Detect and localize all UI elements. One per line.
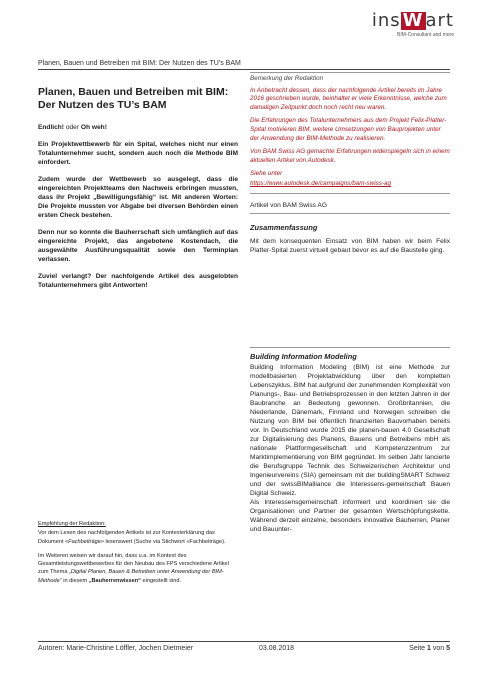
editor-recommendation — [38, 520, 238, 591]
running-header: Planen, Bauen und Betreiben mit BIM: Der Nutzen des TU’s BAM — [38, 60, 241, 67]
autodesk-link[interactable]: https://www.autodesk.de/campaigns/bam-swiss-ag — [250, 179, 392, 187]
logo-text-start: ins — [371, 10, 401, 31]
editor-note-paragraph-2: Die Erfahrungen des Totalunternehmers aus dem Projekt Felix-Platter-Spital motivieren BIM, weitere Umsetzungen von Bauprojekten unter der Anwendung der BIM-Methode zu realisieren. — [250, 117, 447, 142]
editor-note-see-label: Siehe unter — [250, 170, 283, 178]
page-of: von — [430, 645, 447, 652]
rec-p1-end: lesenswert (Suche via Stichwort «Fachbeiträge). — [103, 538, 226, 545]
bim-section — [250, 347, 450, 534]
intro-word-2: Oh weh! — [80, 124, 107, 131]
company-logo — [372, 10, 454, 38]
recommendation-heading: Empfehlung der Redaktion: — [38, 521, 106, 527]
footer-rule — [38, 641, 450, 642]
bim-heading: Building Information Modeling — [250, 352, 357, 361]
article-author: Artikel von BAM Swiss AG — [250, 202, 450, 214]
page-title — [38, 86, 238, 111]
intro-paragraph-4: Zuviel verlangt? Der nachfolgende Artikel des ausgelobten Totalunternehmers gibt Antworten! — [38, 273, 238, 289]
summary-heading: Zusammenfassung — [250, 222, 318, 232]
rec-p2-bold: „Bauherrenwissen“ — [88, 577, 141, 584]
intro-connector: oder — [64, 124, 81, 131]
editor-note — [250, 72, 450, 194]
intro-paragraph-2: Zudem wurde der Wettbewerb so ausgelegt, dass die eingereichten Projektteams den Nachweis erbringen mussten, dass ihr Projekt „Bewilligungsfähig“ ist. Mit anderen Worten: Die Projekte mussten vor Abgabe bei diversen Behörden einen ersten Check bestehen. — [38, 176, 238, 219]
logo-box-letter: W — [402, 10, 424, 31]
intro-paragraph-1: Ein Projektwettbewerb für ein Spital, welches nicht nur einen Totalunternehmer sucht, sondern auch noch die Methode BIM einfordert. — [38, 141, 238, 166]
rec-p1-doc: «Fachbeiträge» — [65, 538, 104, 545]
logo-text-end: art — [425, 10, 454, 31]
bim-paragraph-2: Als Interessensgemeinschaft informiert und koordiniert sie die Organisationen und Partner der gesamten Wertschöpfungskette. Während derzeit einzelne, besonders innovative Bauherren, Planer und Bauunter- — [250, 499, 450, 533]
page-footer — [38, 645, 450, 652]
recommendation-paragraph-2 — [38, 552, 238, 585]
rec-p1-text: Vor dem Lesen des nachfolgenden Artikels ist zur Kontexterklärung das Dokument — [38, 530, 215, 545]
intro-exclamation — [38, 123, 238, 132]
logo-wordmark — [372, 10, 454, 31]
intro-word-1: Endlich! — [38, 124, 65, 131]
footer-date: 03.08.2018 — [259, 645, 295, 652]
footer-authors: Autoren: Marie-Christine Löffler, Jochen Dietmeier — [38, 645, 194, 652]
recommendation-paragraph-1 — [38, 529, 238, 546]
page-current: 1 — [427, 645, 431, 652]
page-total: 5 — [446, 645, 450, 652]
rec-p2-end: eingestellt sind. — [140, 577, 182, 584]
bim-paragraph-1: Building Information Modeling (BIM) ist eine Methode zur modellbasierten Projektabwicklung über den kompletten Lebenszyklus. BIM hat aufgrund der zunehmenden Komplexität von Planungs-, Bau- und Betriebsprozessen in den letzten Jahren in der Baubranche an Bedeutung gewonnen. Großbritannien, die Niederlande, Dänemark, Finnland und Norwegen schreiben die Nutzung von BIM bei öffentlich finanzierten Bauvorhaben bereits vor. In Deutschland wurde 2015 die planen-bauen 4.0 Gesellschaft zur Digitalisierung des Planens, Bauens und Betreibens mbH als nationale Plattformgesellschaft und Kompetenzzentrum zur Marktimplementierung von BIM gegründet. Im selben Jahr lancierte die Berufsgruppe Technik des Schweizerischen Architektur und Ingenieurvereins (SIA) gemeinsam mit der buildingSMART Schweiz und der swissBIMalliance die Interessens-gemeinschaft Bauen Digital Schweiz. — [250, 364, 450, 497]
rec-p2-topic: „Digital Planen, Bauen & Betreiben unter Anwendung der BIM-Methode“ — [38, 569, 224, 584]
page-label: Seite — [409, 645, 427, 652]
left-column — [38, 72, 238, 298]
right-column — [250, 72, 450, 255]
header-rule — [38, 69, 450, 70]
editor-note-paragraph-3: Von BAM Swiss AG gemachte Erfahrungen widerspiegeln sich in einem aktuellen Artikel von Autodesk. — [250, 148, 450, 164]
logo-tagline: BIM-Consultant and more — [397, 32, 454, 38]
title-line-1: Planen, Bauen und Betreiben mit BIM: — [38, 86, 229, 98]
editor-note-paragraph-1: In Anbetracht dessen, dass der nachfolgende Artikel bereits im Jahre 2016 geschrieben wurde, beinhaltet er viele Erkenntnisse, welche zum damaligen Zeitpunkt doch noch recht neu waren. — [250, 86, 447, 111]
rec-p2-mid: in diesem — [61, 577, 89, 584]
footer-page-number — [409, 645, 450, 652]
summary-paragraph: Mit dem konsequenten Einsatz von BIM haben wir beim Felix Platter-Spital zuerst virtuell gebaut bevor es auf die Baustelle ging. — [250, 237, 450, 254]
editor-note-label: Bemerkung der Redaktion — [250, 75, 324, 82]
intro-paragraph-3: Denn nur so konnte die Bauherrschaft sich umfänglich auf das eingereichte Projekt, das angebotene Kostendach, die ausgewählte Ausführungsqualität sowie den Terminplan verlassen. — [38, 229, 238, 263]
title-line-2: Der Nutzen des TU’s BAM — [38, 98, 167, 111]
rec-p2-text: Im Weiteren weisen wir darauf hin, dass u.a. im Kontext des Gesamtleistungswettbewerbes für den Neubau des FPS verschiedene Artikel zum Thema — [38, 552, 229, 576]
